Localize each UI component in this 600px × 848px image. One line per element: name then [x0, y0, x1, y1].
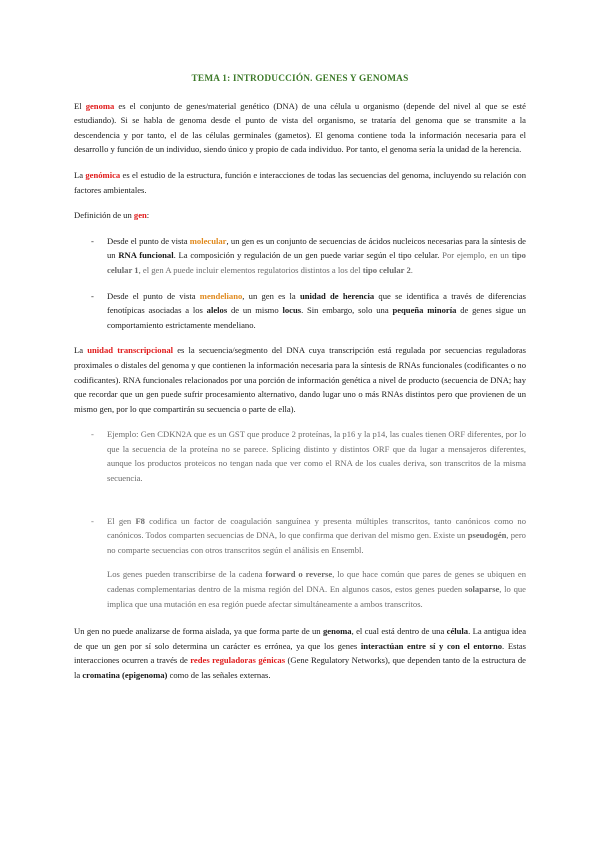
text: La: [74, 169, 86, 180]
paragraph-gene-networks: [74, 624, 526, 682]
bold-text: alelos: [206, 305, 228, 316]
text: , un gen es la: [242, 290, 300, 301]
term-unidad-transcripcional: unidad transcripcional: [87, 345, 174, 356]
term-gen: gen: [133, 210, 147, 221]
bold-text: F8: [135, 515, 145, 526]
gray-text: Por ejemplo, en un: [442, 250, 512, 261]
document-page: [74, 72, 526, 683]
bold-text: interactúan entre sí y con el entorno: [360, 640, 503, 651]
bold-text: célula: [446, 626, 469, 637]
text: Desde el punto de vista: [107, 235, 190, 246]
text: . Estas interacciones ocurren a través de: [74, 640, 526, 666]
definition-heading: [74, 208, 526, 223]
bullet-dash: -: [91, 290, 94, 301]
text: Definición de un: [74, 210, 134, 221]
term-molecular: molecular: [189, 235, 227, 246]
examples-list: [74, 427, 526, 557]
example-f8: [74, 514, 526, 558]
text: (Gene Regulatory Networks), que dependen tanto de la estructura de la: [74, 655, 526, 680]
document-title: TEMA 1: INTRODUCCIÓN. GENES Y GENOMAS: [191, 74, 409, 84]
text: . La antigua idea de que un gen por sí solo determina un carácter es errónea, ya que los genes: [74, 626, 527, 651]
bold-text: unidad de herencia: [299, 290, 375, 301]
text: Desde el punto de vista: [107, 290, 200, 301]
text: como de las señales externas.: [167, 670, 271, 680]
term-redes-reguladoras: redes reguladoras génicas: [190, 655, 286, 666]
paragraph-forward-reverse: [74, 567, 526, 611]
text: Los genes pueden transcribirse de la cadena: [107, 569, 266, 580]
bold-text: cromatina (epigenoma): [82, 670, 168, 680]
list-item-mendeliano: [74, 289, 526, 333]
term-mendeliano: mendeliano: [199, 290, 243, 301]
bold-text: pequeña minoría: [392, 305, 457, 316]
text: es la secuencia/segmento del DNA cuya transcripción está regulada por secuencias reguladoras proximales o distales del genoma y que contienen la información necesaria para la síntesis de RNAs funcionales (codificantes o no codificantes). RNA funcionales relacionados por una porción de información genética a nivel de producto (secuencia de DNA; hay que recordar que un gen puede sufrir procesamiento alternativo, dando lugar uno o más RNAs distintos pero que provienen de un mismo gen, por lo que compartirán su secuencia o parte de ella).: [74, 345, 526, 414]
text: . Sin embargo, solo una: [301, 305, 393, 316]
paragraph-unidad-transcripcional: [74, 343, 526, 416]
text: :: [146, 210, 150, 221]
text: Ejemplo: Gen CDKN2A que es un GST que produce 2 proteínas, la p16 y la p14, las cuales tienen ORF diferentes, por lo que la secuencia de la proteína no se parece. Splicing distinto y distintos ORF que da lugar a mensajeros diferentes, aunque los productos proteicos no tengan nada que ver como el RNA de los cuales deriva, son transcritos de la misma secuencia.: [107, 429, 526, 484]
text: , el cual está dentro de una: [351, 626, 447, 637]
text: Un gen no puede analizarse de forma aislada, ya que forma parte de un: [74, 626, 323, 637]
definition-list: [74, 234, 526, 333]
paragraph-genoma: [74, 99, 526, 157]
text: La: [74, 345, 88, 356]
gray-text: , el gen A puede incluir elementos regulatorios distintos a los del: [138, 264, 363, 275]
text: El gen: [107, 515, 136, 526]
text: , un gen es un conjunto de secuencias de ácidos nucleicos necesarias para la síntesis de un: [107, 235, 526, 261]
bullet-dash: -: [91, 235, 94, 246]
text: , lo que implica que una mutación en esa región puede afectar simultáneamente a ambos transcritos.: [107, 584, 526, 609]
example-cdkn2a: [74, 427, 526, 485]
bullet-dash: -: [91, 429, 94, 440]
bold-text: solaparse: [464, 584, 500, 595]
text: , lo que hace común que pares de genes se ubiquen en cadenas complementarias dentro de la misma región del DNA. En algunos casos, estos genes pueden: [107, 569, 526, 595]
text: de genes sigue un comportamiento estrictamente mendeliano.: [107, 305, 526, 330]
bold-text: pseudogén: [467, 530, 507, 541]
bullet-dash: -: [91, 515, 94, 526]
text: . La composición y regulación de un gen puede variar según el tipo celular.: [173, 250, 443, 261]
text: que se identifica a través de diferencias fenotípicas asociadas a los: [107, 290, 526, 316]
gray-bold-text: tipo celular 1: [107, 250, 526, 275]
term-genomica: genómica: [85, 169, 121, 180]
list-item-molecular: [74, 234, 526, 278]
text: El: [74, 100, 86, 111]
bold-text: forward o reverse: [265, 569, 333, 580]
gray-bold-text: tipo celular 2: [362, 264, 411, 275]
text: es el conjunto de genes/material genético (DNA) de una célula u organismo (depende del nivel al que se esté estudiando). Si se habla de genoma desde el punto de vista del organismo, se trataría del genoma que se transmite a la descendencia y por tanto, el de las células germinales (gametos). El genoma contiene toda la información necesaria para el desarrollo y función de un individuo, siendo único y propio de cada individuo. Por tanto, el genoma sería la unidad de la herencia.: [74, 100, 526, 155]
text: codifica un factor de coagulación sanguínea y presenta múltiples transcritos, tanto canónicos como no canónicos. Todos comparten secuencias de DNA, lo que confirma que derivan del mismo gen. Existe un: [107, 515, 527, 541]
bold-text: genoma: [322, 626, 352, 637]
text: de un mismo: [227, 305, 283, 316]
paragraph-genomica: [74, 168, 526, 197]
text: es el estudio de la estructura, función e interacciones de todas las secuencias del genoma, incluyendo su relación con factores ambientales.: [74, 169, 526, 195]
text: , pero no comparte secuencias con otros transcritos según el análisis en Ensembl.: [107, 530, 526, 555]
term-genoma: genoma: [85, 100, 115, 111]
gray-text: .: [410, 264, 413, 275]
bold-text: RNA funcional: [118, 250, 174, 261]
bold-text: locus: [282, 305, 302, 316]
